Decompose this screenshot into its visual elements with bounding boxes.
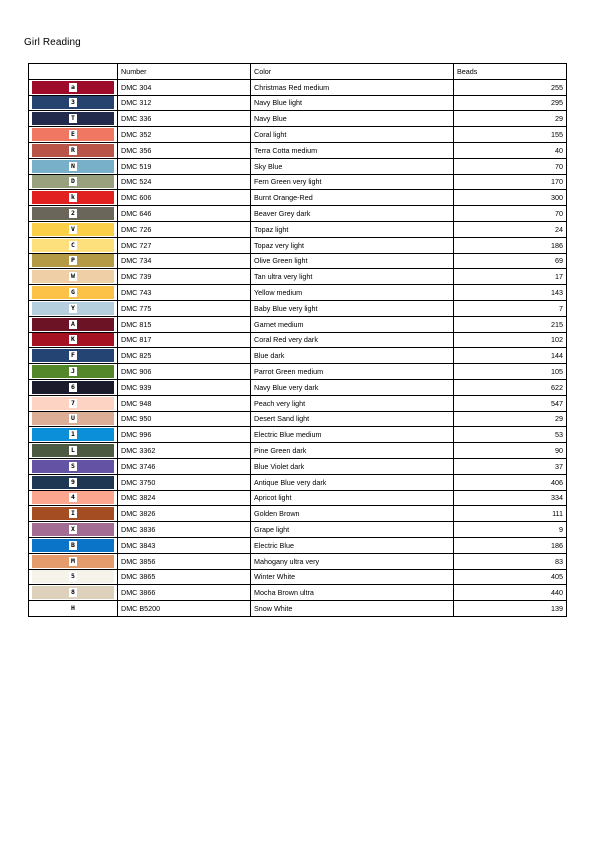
thread-number: DMC 906 [118,364,251,380]
color-legend-table [28,63,567,617]
color-swatch [32,555,114,568]
thread-color-name: Navy Blue [251,111,454,127]
color-swatch-cell [29,190,118,206]
bead-count: 547 [454,395,567,411]
color-swatch-cell [29,490,118,506]
thread-number: DMC 352 [118,127,251,143]
color-swatch [32,112,114,125]
color-swatch-cell [29,601,118,617]
chart-symbol: 7 [69,399,77,408]
table-row [29,111,567,127]
table-row [29,253,567,269]
header-symbol [29,64,118,80]
thread-number: DMC 3750 [118,474,251,490]
color-swatch [32,381,114,394]
chart-symbol: U [69,414,77,423]
bead-count: 255 [454,79,567,95]
thread-color-name: Topaz very light [251,237,454,253]
thread-number: DMC 950 [118,411,251,427]
table-row [29,443,567,459]
header-color: Color [251,64,454,80]
chart-symbol: C [69,241,77,250]
bead-count: 102 [454,332,567,348]
thread-number: DMC 3856 [118,553,251,569]
color-swatch [32,476,114,489]
color-swatch [32,270,114,283]
thread-color-name: Parrot Green medium [251,364,454,380]
bead-count: 170 [454,174,567,190]
thread-number: DMC 336 [118,111,251,127]
chart-symbol: T [69,114,77,123]
chart-symbol: 2 [69,209,77,218]
thread-color-name: Coral Red very dark [251,332,454,348]
bead-count: 334 [454,490,567,506]
table-row [29,364,567,380]
thread-number: DMC 726 [118,221,251,237]
color-swatch [32,397,114,410]
chart-symbol: W [69,272,77,281]
thread-color-name: Electric Blue medium [251,427,454,443]
chart-symbol: G [69,288,77,297]
bead-count: 105 [454,364,567,380]
bead-count: 69 [454,253,567,269]
thread-color-name: Garnet medium [251,316,454,332]
color-swatch-cell [29,506,118,522]
color-swatch-cell [29,300,118,316]
thread-number: DMC 524 [118,174,251,190]
thread-number: DMC 948 [118,395,251,411]
bead-count: 300 [454,190,567,206]
table-row [29,174,567,190]
thread-color-name: Blue dark [251,348,454,364]
thread-color-name: Mocha Brown ultra [251,585,454,601]
thread-number: DMC 3836 [118,522,251,538]
thread-color-name: Beaver Grey dark [251,206,454,222]
table-row [29,601,567,617]
table-row [29,300,567,316]
chart-symbol: R [69,146,77,155]
bead-count: 90 [454,443,567,459]
chart-symbol: 1 [69,430,77,439]
table-row [29,142,567,158]
bead-count: 111 [454,506,567,522]
table-row [29,127,567,143]
thread-number: DMC 3746 [118,458,251,474]
color-swatch-cell [29,585,118,601]
thread-number: DMC 3865 [118,569,251,585]
color-swatch [32,254,114,267]
thread-number: DMC 304 [118,79,251,95]
bead-count: 29 [454,111,567,127]
color-swatch-cell [29,111,118,127]
color-swatch-cell [29,553,118,569]
thread-number: DMC 734 [118,253,251,269]
chart-symbol: k [69,193,77,202]
color-swatch [32,491,114,504]
color-swatch [32,207,114,220]
bead-count: 53 [454,427,567,443]
chart-symbol: J [69,367,77,376]
bead-count: 405 [454,569,567,585]
color-swatch [32,428,114,441]
color-swatch-cell [29,285,118,301]
color-swatch [32,507,114,520]
bead-count: 155 [454,127,567,143]
color-swatch-cell [29,537,118,553]
color-swatch-cell [29,427,118,443]
chart-symbol: 8 [69,588,77,597]
thread-color-name: Tan ultra very light [251,269,454,285]
chart-symbol: B [69,541,77,550]
thread-number: DMC 815 [118,316,251,332]
color-swatch [32,444,114,457]
bead-count: 139 [454,601,567,617]
header-number: Number [118,64,251,80]
thread-number: DMC 939 [118,379,251,395]
color-swatch [32,365,114,378]
thread-color-name: Burnt Orange-Red [251,190,454,206]
color-swatch-cell [29,269,118,285]
chart-symbol: 9 [69,478,77,487]
color-swatch-cell [29,364,118,380]
color-swatch [32,349,114,362]
color-swatch-cell [29,206,118,222]
color-swatch [32,523,114,536]
table-row [29,490,567,506]
table-row [29,269,567,285]
table-row [29,332,567,348]
table-row [29,348,567,364]
bead-count: 70 [454,158,567,174]
color-swatch [32,333,114,346]
chart-symbol: a [69,83,77,92]
table-row [29,395,567,411]
thread-color-name: Mahogany ultra very [251,553,454,569]
thread-color-name: Olive Green light [251,253,454,269]
thread-number: DMC 739 [118,269,251,285]
thread-color-name: Desert Sand light [251,411,454,427]
chart-symbol: D [69,177,77,186]
color-swatch [32,318,114,331]
chart-symbol: 6 [69,383,77,392]
color-swatch [32,223,114,236]
color-swatch-cell [29,411,118,427]
table-row [29,458,567,474]
thread-color-name: Fern Green very light [251,174,454,190]
table-row [29,411,567,427]
thread-number: DMC 817 [118,332,251,348]
color-swatch [32,144,114,157]
color-swatch-cell [29,237,118,253]
color-swatch-cell [29,348,118,364]
table-header-row [29,64,567,80]
thread-color-name: Christmas Red medium [251,79,454,95]
bead-count: 143 [454,285,567,301]
thread-number: DMC 3362 [118,443,251,459]
table-row [29,537,567,553]
thread-color-name: Topaz light [251,221,454,237]
color-swatch-cell [29,379,118,395]
thread-number: DMC 312 [118,95,251,111]
color-swatch-cell [29,522,118,538]
color-swatch [32,412,114,425]
bead-count: 406 [454,474,567,490]
chart-symbol: P [69,256,77,265]
chart-symbol: M [69,557,77,566]
chart-symbol: 4 [69,493,77,502]
color-swatch-cell [29,316,118,332]
thread-number: DMC 3824 [118,490,251,506]
color-swatch [32,302,114,315]
bead-count: 70 [454,206,567,222]
thread-color-name: Peach very light [251,395,454,411]
thread-color-name: Sky Blue [251,158,454,174]
table-row [29,158,567,174]
chart-symbol: A [69,320,77,329]
bead-count: 295 [454,95,567,111]
table-row [29,506,567,522]
header-beads: Beads [454,64,567,80]
bead-count: 29 [454,411,567,427]
color-swatch-cell [29,127,118,143]
chart-symbol: F [69,351,77,360]
color-swatch [32,160,114,173]
table-row [29,190,567,206]
color-swatch-cell [29,142,118,158]
table-row [29,285,567,301]
thread-color-name: Antique Blue very dark [251,474,454,490]
color-swatch [32,96,114,109]
color-swatch [32,570,114,583]
color-swatch [32,175,114,188]
color-swatch [32,586,114,599]
chart-symbol: E [69,130,77,139]
thread-number: DMC 775 [118,300,251,316]
thread-number: DMC 3866 [118,585,251,601]
thread-number: DMC 606 [118,190,251,206]
color-swatch [32,460,114,473]
thread-color-name: Grape light [251,522,454,538]
bead-count: 37 [454,458,567,474]
chart-symbol: N [69,162,77,171]
chart-symbol: L [69,446,77,455]
thread-color-name: Navy Blue light [251,95,454,111]
color-swatch [32,128,114,141]
color-swatch [32,539,114,552]
table-row [29,585,567,601]
thread-number: DMC 825 [118,348,251,364]
color-swatch [32,602,114,615]
table-row [29,206,567,222]
color-swatch [32,191,114,204]
thread-color-name: Terra Cotta medium [251,142,454,158]
thread-number: DMC 3843 [118,537,251,553]
chart-symbol: V [69,225,77,234]
chart-symbol: I [69,509,77,518]
color-swatch-cell [29,569,118,585]
bead-count: 40 [454,142,567,158]
color-swatch-cell [29,458,118,474]
bead-count: 83 [454,553,567,569]
thread-color-name: Pine Green dark [251,443,454,459]
thread-number: DMC 3826 [118,506,251,522]
chart-symbol: H [69,604,77,613]
bead-count: 215 [454,316,567,332]
color-swatch-cell [29,332,118,348]
bead-count: 186 [454,237,567,253]
color-swatch-cell [29,174,118,190]
chart-symbol: 5 [69,572,77,581]
thread-number: DMC 646 [118,206,251,222]
thread-number: DMC 356 [118,142,251,158]
thread-number: DMC 743 [118,285,251,301]
thread-color-name: Electric Blue [251,537,454,553]
thread-color-name: Yellow medium [251,285,454,301]
color-swatch-cell [29,158,118,174]
color-swatch [32,239,114,252]
chart-symbol: Y [69,304,77,313]
table-row [29,427,567,443]
thread-color-name: Golden Brown [251,506,454,522]
table-row [29,237,567,253]
color-swatch-cell [29,79,118,95]
thread-color-name: Apricot light [251,490,454,506]
color-swatch-cell [29,221,118,237]
table-row [29,221,567,237]
table-row [29,569,567,585]
thread-number: DMC 996 [118,427,251,443]
color-swatch-cell [29,443,118,459]
bead-count: 7 [454,300,567,316]
color-swatch [32,286,114,299]
color-swatch-cell [29,253,118,269]
color-swatch [32,81,114,94]
thread-number: DMC B5200 [118,601,251,617]
thread-color-name: Baby Blue very light [251,300,454,316]
chart-symbol: K [69,335,77,344]
bead-count: 440 [454,585,567,601]
table-body [29,79,567,616]
chart-symbol: S [69,462,77,471]
thread-number: DMC 727 [118,237,251,253]
table-row [29,379,567,395]
thread-number: DMC 519 [118,158,251,174]
color-swatch-cell [29,395,118,411]
chart-symbol: X [69,525,77,534]
thread-color-name: Winter White [251,569,454,585]
color-swatch-cell [29,474,118,490]
bead-count: 17 [454,269,567,285]
table-row [29,553,567,569]
table-row [29,474,567,490]
color-swatch-cell [29,95,118,111]
bead-count: 9 [454,522,567,538]
bead-count: 622 [454,379,567,395]
bead-count: 186 [454,537,567,553]
thread-color-name: Coral light [251,127,454,143]
table-row [29,522,567,538]
page-title: Girl Reading [24,37,81,48]
bead-count: 144 [454,348,567,364]
thread-color-name: Blue Violet dark [251,458,454,474]
thread-color-name: Snow White [251,601,454,617]
table-row [29,316,567,332]
chart-symbol: 3 [69,98,77,107]
table-row [29,95,567,111]
table-row [29,79,567,95]
bead-count: 24 [454,221,567,237]
thread-color-name: Navy Blue very dark [251,379,454,395]
